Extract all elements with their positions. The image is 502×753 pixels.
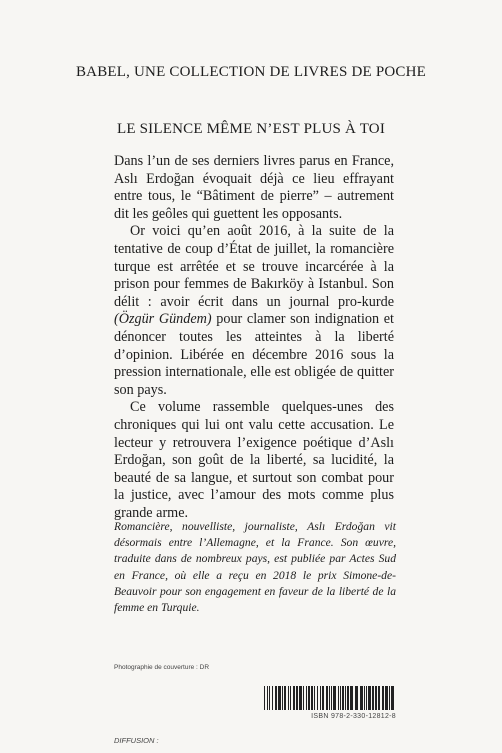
- blurb-paragraph-2-start: Or voici qu’en août 2016, à la suite de la tentative de coup d’État de juillet, la romancière turque est arrêtée et se trouve incarcérée à la prison pour femmes de Bakırköy à Istanbul. Son délit : avoir écrit dans un journal pro-kurde: [114, 223, 394, 310]
- blurb-paragraph-2: [114, 223, 394, 399]
- blurb-text: [114, 153, 394, 522]
- barcode-bar: [317, 686, 318, 710]
- barcode-bar: [299, 686, 302, 710]
- journal-name: (Özgür Gündem): [114, 311, 212, 328]
- collection-heading: BABEL, UNE COLLECTION DE LIVRES DE POCHE: [75, 64, 427, 80]
- barcode-bar: [272, 686, 273, 710]
- barcode-bar: [290, 686, 291, 710]
- barcode-bar: [288, 686, 289, 710]
- barcode-bar: [364, 686, 365, 710]
- barcode-bar: [378, 686, 380, 710]
- book-title: LE SILENCE MÊME N’EST PLUS À TOI: [116, 121, 386, 137]
- barcode-bar: [320, 686, 321, 710]
- barcode-bar: [368, 686, 371, 710]
- barcode-bar: [296, 686, 298, 710]
- blurb-paragraph-2-end: pour clamer son indignation et dénoncer toutes les atteintes à la liberté d’opinion. Libérée en décembre 2016 sous la pression internationale, elle est obligée de quitter son pays.: [114, 311, 394, 398]
- blurb-paragraph-3: Ce volume rassemble quelques-unes des chroniques qui lui ont valu cette accusation. Le lecteur y retrouvera l’exigence poétique d’Aslı Erdoğan, son goût de la liberté, sa lucidité, la beauté de sa langue, et surtout son combat pour la justice, avec l’amour des mots comme plus grande arme.: [114, 399, 394, 521]
- author-bio: Romancière, nouvelliste, journaliste, Aslı Erdoğan vit désormais entre l’Allemagne, et la France. Son œuvre, traduite dans de nombreux pays, est publiée par Actes Sud en France, où elle a reçu en 2018 le prix Simone-de-Beauvoir pour son engagement en faveur de la liberté de la femme en Turquie.: [114, 520, 396, 615]
- barcode-bar: [350, 686, 353, 710]
- isbn-number: ISBN 978-2-330-12812-8: [311, 713, 396, 720]
- barcode-bar: [338, 686, 339, 710]
- cover-photo-credit: Photographie de couverture : DR: [114, 664, 210, 671]
- barcode-bar: [331, 686, 332, 710]
- barcode-bar: [306, 686, 307, 710]
- barcode-bar: [284, 686, 286, 710]
- barcode-bar: [389, 686, 390, 710]
- barcode-bar: [269, 686, 270, 710]
- barcode-bar: [267, 686, 268, 710]
- diffusion-label: DIFFUSION :: [114, 736, 159, 745]
- barcode-bar: [372, 686, 374, 710]
- barcode-bar: [326, 686, 328, 710]
- barcode-bar: [278, 686, 281, 710]
- barcode-bar: [340, 686, 341, 710]
- barcode-bar: [382, 686, 384, 710]
- barcode-bar: [360, 686, 363, 710]
- barcode-bar: [391, 686, 394, 710]
- barcode-bar: [385, 686, 388, 710]
- barcode-bar: [333, 686, 336, 710]
- barcode-bar: [347, 686, 349, 710]
- barcode-bar: [345, 686, 346, 710]
- blurb-paragraph-1: Dans l’un de ses derniers livres parus en France, Aslı Erdoğan évoquait déjà ce lieu effrayant entre tous, le “Bâtiment de pierre” – autrement dit les geôles qui guettent les opposants.: [114, 153, 394, 222]
- barcode-bar: [311, 686, 313, 710]
- barcode-bar: [293, 686, 295, 710]
- barcode-bar: [275, 686, 277, 710]
- barcode-bar: [375, 686, 377, 710]
- barcode-bar: [303, 686, 304, 710]
- barcode-bar: [314, 686, 315, 710]
- barcode-bar: [366, 686, 367, 710]
- barcode-bar: [355, 686, 358, 710]
- barcode-bar: [329, 686, 330, 710]
- barcode-bar: [308, 686, 310, 710]
- barcode-bar: [322, 686, 324, 710]
- barcode-bar: [264, 686, 265, 710]
- barcode-image: [114, 686, 396, 710]
- barcode-bar: [282, 686, 283, 710]
- barcode-bar: [342, 686, 344, 710]
